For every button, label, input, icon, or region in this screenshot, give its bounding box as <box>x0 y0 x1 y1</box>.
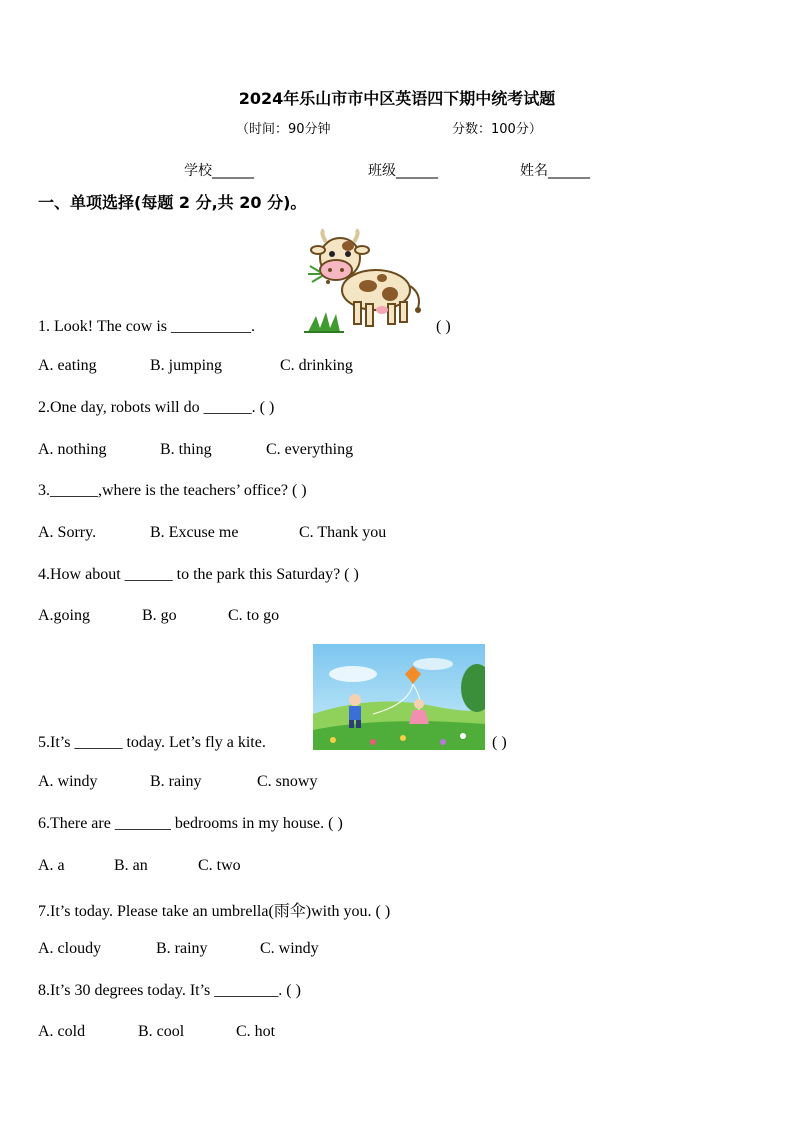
option-2c: C. everything <box>266 441 354 458</box>
option-3c: C. Thank you <box>299 524 387 541</box>
kite-scene-image <box>313 644 485 750</box>
cow-image <box>298 228 428 334</box>
exam-time: （时间：90分钟 <box>236 122 331 137</box>
option-3a: A. Sorry. <box>38 524 97 541</box>
question-4: 4.How about ______ to the park this Saturday? ( ) <box>38 566 359 583</box>
option-2b: B. thing <box>160 441 212 458</box>
option-1a: A. eating <box>38 357 97 374</box>
option-5b: B. rainy <box>150 773 202 790</box>
option-1b: B. jumping <box>150 357 223 374</box>
exam-score: 分数：100分） <box>452 122 542 137</box>
school-field: 学校______ <box>184 163 254 179</box>
option-7a: A. cloudy <box>38 940 102 957</box>
answer-blank-1[interactable]: ( ) <box>436 318 451 335</box>
section-heading: 一、单项选择(每题 2 分,共 20 分)。 <box>38 193 307 212</box>
option-8b: B. cool <box>138 1023 185 1040</box>
option-7b: B. rainy <box>156 940 208 957</box>
option-7c: C. windy <box>260 940 319 957</box>
class-field: 班级______ <box>368 163 438 179</box>
option-2a: A. nothing <box>38 441 107 458</box>
option-6b: B. an <box>114 857 148 874</box>
option-4c: C. to go <box>228 607 280 624</box>
option-8c: C. hot <box>236 1023 276 1040</box>
name-field: 姓名______ <box>520 163 590 179</box>
question-5: 5.It’s ______ today. Let’s fly a kite. <box>38 734 266 751</box>
option-4b: B. go <box>142 607 177 624</box>
option-6a: A. a <box>38 857 65 874</box>
option-5a: A. windy <box>38 773 98 790</box>
question-3: 3.______,where is the teachers’ office? ( ) <box>38 482 307 499</box>
option-1c: C. drinking <box>280 357 353 374</box>
option-8a: A. cold <box>38 1023 86 1040</box>
page-title: 2024年乐山市市中区英语四下期中统考试题 <box>238 89 556 108</box>
question-7: 7.It’s today. Please take an umbrella(雨伞)with you. ( ) <box>38 903 391 920</box>
question-2: 2.One day, robots will do ______. ( ) <box>38 399 275 416</box>
option-5c: C. snowy <box>257 773 318 790</box>
option-6c: C. two <box>198 857 241 874</box>
option-4a: A.going <box>38 607 90 624</box>
question-1: 1. Look! The cow is __________. <box>38 318 256 335</box>
question-8: 8.It’s 30 degrees today. It’s ________. ( ) <box>38 982 301 999</box>
answer-blank-5[interactable]: ( ) <box>492 734 507 751</box>
question-6: 6.There are _______ bedrooms in my house. ( ) <box>38 815 343 832</box>
option-3b: B. Excuse me <box>150 524 239 541</box>
